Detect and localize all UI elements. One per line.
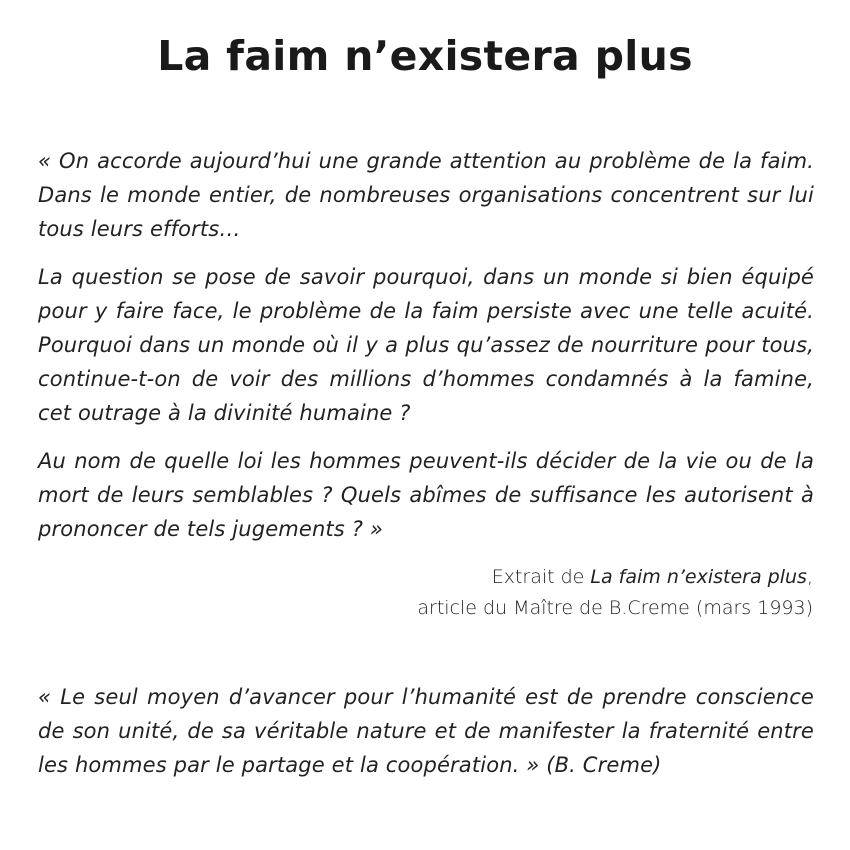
attribution-work-title: La faim n’existera plus <box>590 566 807 588</box>
attribution-suffix: , <box>806 566 813 588</box>
closing-quote: « Le seul moyen d’avancer pour l’humanité est de prendre conscience de son unité, de sa véritable nature et de manifester la fraternité entre les hommes par le partage et la coopération. » (B. Creme) <box>38 685 814 777</box>
attribution <box>417 562 813 624</box>
page-title: La faim n’existera plus <box>157 32 693 80</box>
attribution-line-1 <box>417 562 813 593</box>
quote-paragraph-1: « On accorde aujourd’hui une grande attention au problème de la faim. Dans le monde entier, de nombreuses organisations concentrent sur lui tous leurs efforts… <box>38 149 814 241</box>
quote-paragraph-3: Au nom de quelle loi les hommes peuvent-ils décider de la vie ou de la mort de leurs semblables ? Quels abîmes de suffisance les autorisent à prononcer de tels jugements ? » <box>38 449 814 541</box>
quote-paragraph-2: La question se pose de savoir pourquoi, dans un monde si bien équipé pour y faire face, le problème de la faim persiste avec une telle acuité. Pourquoi dans un monde où il y a plus qu’assez de nourriture pour tous, continue-t-on de voir des millions d’hommes condamnés à la famine, cet outrage à la divinité humaine ? <box>38 265 814 425</box>
attribution-prefix: Extrait de <box>491 566 591 588</box>
attribution-line-2: article du Maître de B.Creme (mars 1993) <box>417 597 813 619</box>
